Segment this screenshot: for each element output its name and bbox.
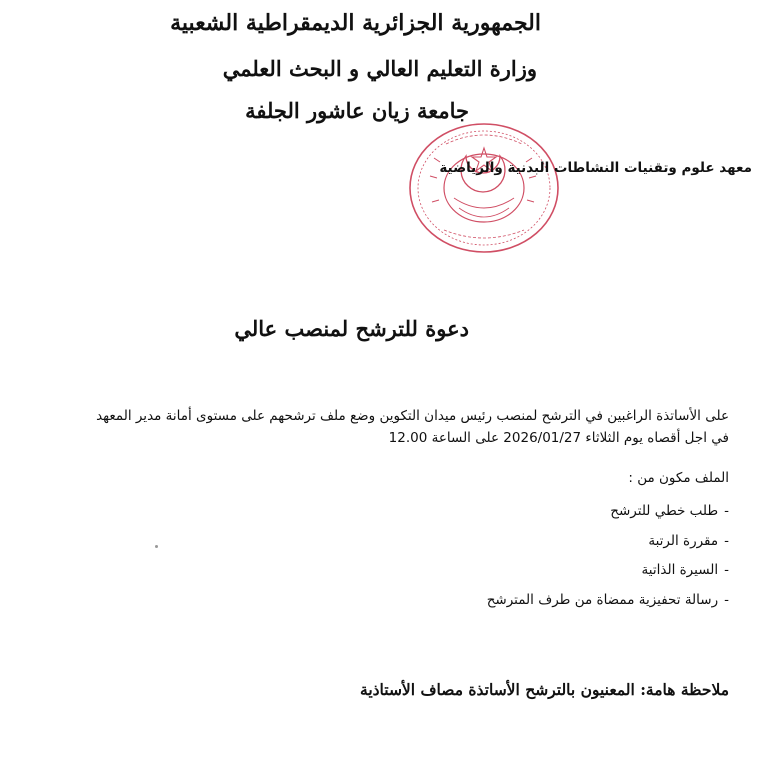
list-item: -مقررة الرتبة: [648, 532, 729, 549]
institute-name: معهد علوم وتقنيات النشاطات البدنية والرياضية: [439, 160, 752, 176]
official-stamp-icon: [404, 118, 568, 256]
scan-speck: [155, 545, 158, 548]
header-university: جامعة زيان عاشور الجلفة: [245, 98, 469, 123]
list-item: -طلب خطي للترشح: [610, 503, 729, 519]
list-item: -السيرة الذاتية: [641, 562, 729, 578]
header-republic: الجمهورية الجزائرية الديمقراطية الشعبية: [170, 10, 541, 36]
important-note: ملاحظة هامة: المعنيون بالترشح الأساتذة مصاف الأستاذية: [360, 680, 729, 699]
document-title: دعوة للترشح لمنصب عالي: [234, 316, 469, 341]
header-ministry: وزارة التعليم العالي و البحث العلمي: [222, 56, 537, 81]
announcement-line: في اجل أقصاه يوم الثلاثاء 2026/01/27 على الساعة 12.00: [388, 430, 729, 446]
file-contents-label: الملف مكون من :: [628, 470, 729, 486]
list-item: -رسالة تحفيزية ممضاة من طرف المترشح: [486, 591, 729, 608]
required-documents-list: [487, 500, 729, 618]
announcement-body: [29, 405, 729, 449]
announcement-line: على الأساتذة الراغبين في الترشح لمنصب رئيس ميدان التكوين وضع ملف ترشحهم على مستوى أمانة مدير المعهد: [96, 408, 729, 424]
